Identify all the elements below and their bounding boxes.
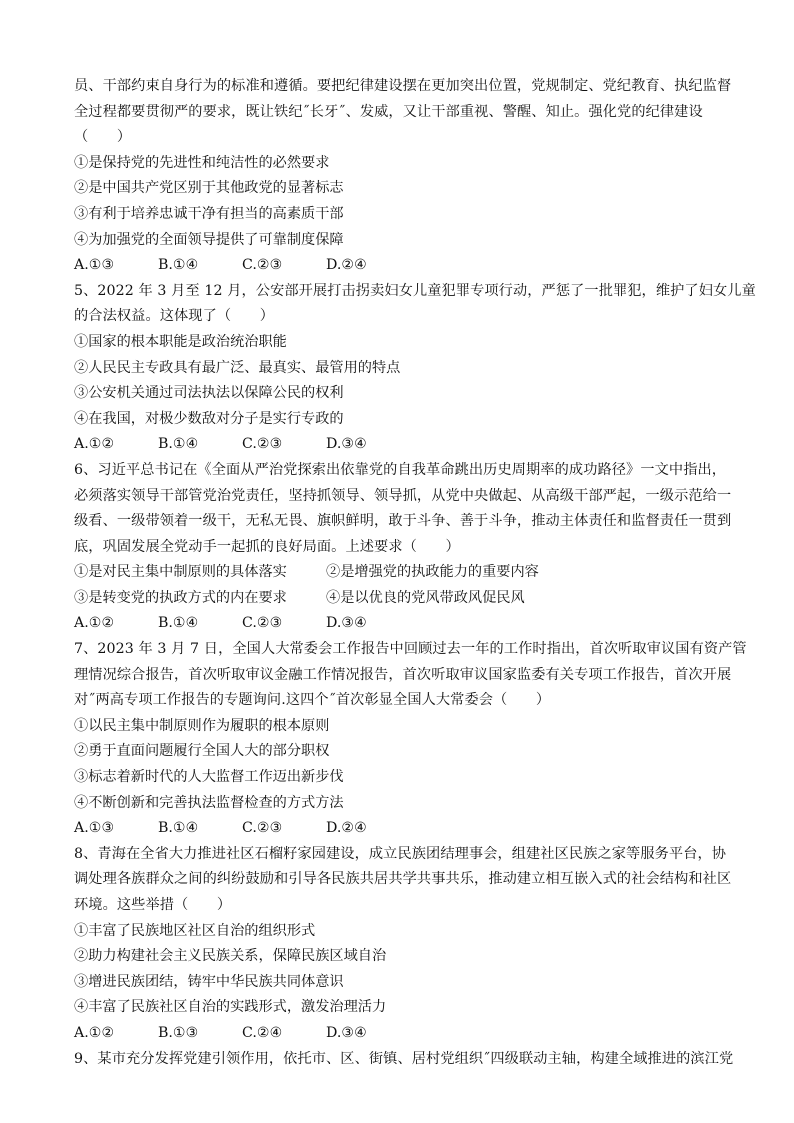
- statement-1: ①国家的根本职能是政治统治职能: [74, 333, 287, 350]
- statement-1: ①是对民主集中制原则的具体落实: [74, 564, 287, 581]
- statement-4: ④不断创新和完善执法监督检查的方式方法: [74, 794, 344, 811]
- statement-2: ②勇于直面问题履行全国人大的部分职权: [74, 743, 330, 760]
- choice-c: C.②③: [242, 615, 283, 632]
- statement-4: ④在我国，对极少数敌对分子是实行专政的: [74, 410, 344, 427]
- statement-1: ①以民主集中制原则作为履职的根本原则: [74, 717, 330, 734]
- choice-c: C.②③: [242, 257, 283, 274]
- exam-page: [74, 74, 756, 1072]
- statement-4: ④为加强党的全面领导提供了可靠制度保障: [74, 231, 344, 248]
- choice-a: A.①②: [74, 615, 115, 632]
- question-stem-line: 员、干部约束自身行为的标准和遵循。要把纪律建设摆在更加突出位置，党规制定、党纪教育、执纪监督: [74, 78, 732, 94]
- choice-a: A.①③: [74, 820, 115, 837]
- statement-row: [74, 560, 746, 586]
- statement-row: [74, 586, 746, 612]
- question-8: [74, 842, 746, 1047]
- question-stem-line: 底，巩固发展全党动手一起抓的良好局面。上述要求（ ）: [74, 538, 460, 555]
- choice-b: B.①③: [158, 1024, 199, 1041]
- answer-choices: [74, 611, 746, 637]
- question-stem-line: 8、青海在全省大力推进社区石榴籽家园建设，成立民族团结理事会，组建社区民族之家等服务平台，协: [74, 845, 727, 862]
- question-stem-line: 9、某市充分发挥党建引领作用，依托市、区、街镇、居村党组织˝四级联动主轴，构建全域推进的滨江党: [74, 1050, 734, 1067]
- choice-d: D.③④: [326, 436, 367, 453]
- statement-4: ④丰富了民族社区自治的实践形式，激发治理活力: [74, 999, 387, 1016]
- statement-3: ③公安机关通过司法执法以保障公民的权利: [74, 385, 344, 402]
- choice-a: A.①②: [74, 436, 115, 453]
- question-stem-line: 7、2023 年 3 月 7 日，全国人大常委会工作报告中回顾过去一年的工作时指出，首次听取审议国有资产管: [74, 641, 747, 658]
- statement-2: ②是中国共产党区别于其他政党的显著标志: [74, 180, 344, 197]
- choice-c: C.②③: [242, 436, 283, 453]
- answer-choices: [74, 816, 746, 842]
- question-9: [74, 1047, 746, 1073]
- question-stem-line: 必须落实领导干部管党治党责任，坚持抓领导、领导抓，从党中央做起、从高级干部严起，一级示范给一: [74, 487, 732, 504]
- answer-choices: [74, 253, 746, 279]
- question-stem-line: 调处理各族群众之间的纠纷鼓励和引导各民族共居共学共事共乐，推动建立相互嵌入式的社会结构和社区: [74, 871, 732, 888]
- question-stem-line: 级看、一级带领着一级干，无私无畏、旗帜鲜明，敢于斗争、善于斗争，推动主体责任和监督责任一贯到: [74, 513, 732, 530]
- statement-3: ③是转变党的执政方式的内在要求: [74, 589, 287, 606]
- answer-blank: （ ）: [74, 129, 132, 146]
- statement-2: ②助力构建社会主义民族关系，保障民族区域自治: [74, 948, 387, 965]
- question-stem-line: 环境。这些举措（ ）: [74, 897, 232, 913]
- statement-4: ④是以优良的党风带政风促民风: [326, 589, 525, 606]
- statement-1: ①丰富了民族地区社区自治的组织形式: [74, 922, 316, 939]
- statement-3: ③增进民族团结，铸牢中华民族共同体意识: [74, 973, 344, 990]
- choice-a: A.①②: [74, 1024, 115, 1041]
- question-5: [74, 279, 756, 458]
- question-stem-line: 对˝两高专项工作报告的专题询问.这四个˝首次彰显全国人大常委会（ ）: [74, 692, 551, 709]
- question-4: [74, 74, 746, 279]
- choice-b: B.①④: [158, 820, 199, 837]
- statement-2: ②人民民主专政具有最广泛、最真实、最管用的特点: [74, 359, 401, 376]
- question-6: [74, 458, 746, 637]
- statement-2: ②是增强党的执政能力的重要内容: [326, 564, 539, 581]
- question-7: [74, 637, 746, 842]
- choice-d: D.②④: [326, 257, 367, 274]
- answer-choices: [74, 1021, 746, 1047]
- choice-b: B.①④: [158, 615, 199, 632]
- statement-3: ③标志着新时代的人大监督工作迈出新步伐: [74, 769, 344, 786]
- choice-d: D.③④: [326, 1024, 367, 1041]
- choice-d: D.②④: [326, 820, 367, 837]
- question-stem-line: 的合法权益。这体现了（ ）: [74, 308, 275, 325]
- choice-b: B.①④: [158, 257, 199, 274]
- question-stem-line: 5、2022 年 3 月至 12 月，公安部开展打击拐卖妇女儿童犯罪专项行动，严惩了一批罪犯，维护了妇女儿童: [74, 282, 756, 299]
- choice-b: B.①④: [158, 436, 199, 453]
- statement-1: ①是保持党的先进性和纯洁性的必然要求: [74, 154, 330, 171]
- choice-d: D.③④: [326, 615, 367, 632]
- choice-a: A.①③: [74, 257, 115, 274]
- choice-c: C.②④: [242, 1024, 283, 1041]
- question-stem-line: 理情况综合报告，首次听取审议金融工作情况报告，首次听取审议国家监委有关专项工作报告，首次开展: [74, 666, 732, 683]
- question-stem-line: 6、习近平总书记在《全面从严治党探索出依靠党的自我革命跳出历史周期率的成功路径》一文中指出，: [74, 461, 727, 478]
- statement-3: ③有利于培养忠诚干净有担当的高素质干部: [74, 205, 344, 222]
- answer-choices: [74, 432, 746, 458]
- question-stem-line: 全过程都要贯彻严的要求，既让铁纪˝长牙˝、发威，又让干部重视、警醒、知止。强化党的纪律建设: [74, 103, 703, 120]
- choice-c: C.②③: [242, 820, 283, 837]
